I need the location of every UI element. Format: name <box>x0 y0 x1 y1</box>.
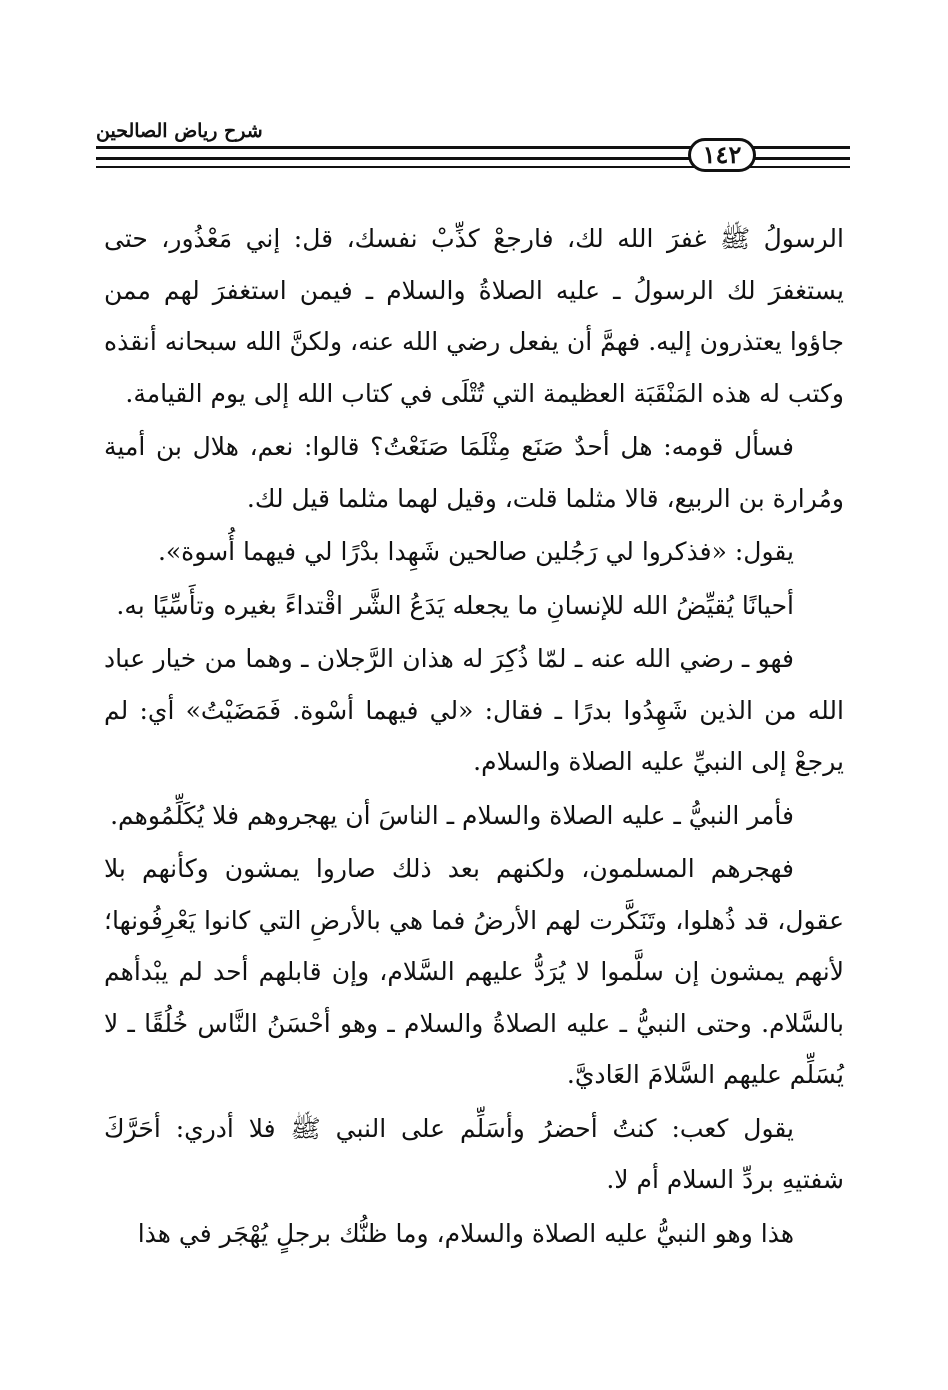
page-body <box>104 213 844 1259</box>
paragraph: يقول كعب: كنتُ أحضرُ وأسَلِّم على النبي ﷺ فلا أدري: أحَرَّكَ شفتيهِ بردِّ السلام أم لا. <box>104 1113 844 1194</box>
paragraph: فأمر النبيُّ ـ عليه الصلاة والسلام ـ الناسَ أن يهجروهم فلا يُكَلِّمُوهم. <box>110 800 794 830</box>
page-number-badge: ١٤٢ <box>688 138 756 172</box>
paragraph: الرسولُ ﷺ غفرَ الله لك، فارجعْ كذِّبْ نفسك، قل: إني مَعْذُور، حتى يستغفرَ لك الرسولُ ـ عليه الصلاةُ والسلام ـ فيمن استغفرَ لهم ممن جاؤوا يعتذرون إليه. فهمَّ أن يفعل رضي الله عنه، ولكنَّ الله سبحانه أنقذه وكتب له هذه المَنْقَبَة العظيمة التي تُتْلَى في كتاب الله إلى يوم القيامة. <box>104 224 844 408</box>
paragraph: فسأل قومه: هل أحدٌ صَنَع مِثْلَمَا صَنَعْتُ؟ قالوا: نعم، هلال بن أمية ومُرارة بن الربيع، قالا مثلما قلت، وقيل لهما مثلما قيل لك. <box>104 432 844 513</box>
paragraph: أحيانًا يُقيِّضُ الله للإنسانِ ما يجعله يَدَعُ الشَّر اقْتداءً بغيره وتأَسِّيًا به. <box>116 590 794 620</box>
paragraph: فهجرهم المسلمون، ولكنهم بعد ذلك صاروا يمشون وكأنهم بلا عقول، قد ذُهلوا، وتَنَكَّرت لهم الأرضُ فما هي بالأرضِ التي كانوا يَعْرِفُونها؛ لأنهم يمشون إن سلَّموا لا يُرَدُّ عليهم السَّلام، وإن قابلهم أحد لم يبْدأهم بالسَّلام. وحتى النبيُّ ـ عليه الصلاةُ والسلام ـ وهو أحْسَنُ النَّاس خُلُقًا ـ لا يُسَلِّم عليهم السَّلامَ العَاديَّ. <box>104 854 844 1089</box>
running-header-title: شرح رياض الصالحين <box>96 120 263 142</box>
paragraph: فهو ـ رضي الله عنه ـ لمّا ذُكِرَ له هذان الرَّجلان ـ وهما من خيار عباد الله من الذين شَهِدُوا بدرًا ـ فقال: «لي فيهما أسْوة. فَمَضَيْتُ» أي: لم يرجعْ إلى النبيِّ عليه الصلاة والسلام. <box>104 644 844 776</box>
paragraph: يقول: «فذكروا لي رَجُلين صالحين شَهِدا بدْرًا لي فيهما أُسوة». <box>157 537 794 566</box>
paragraph: هذا وهو النبيُّ عليه الصلاة والسلام، وما ظنُّك برجلٍ يُهْجَر في هذا <box>137 1218 794 1248</box>
